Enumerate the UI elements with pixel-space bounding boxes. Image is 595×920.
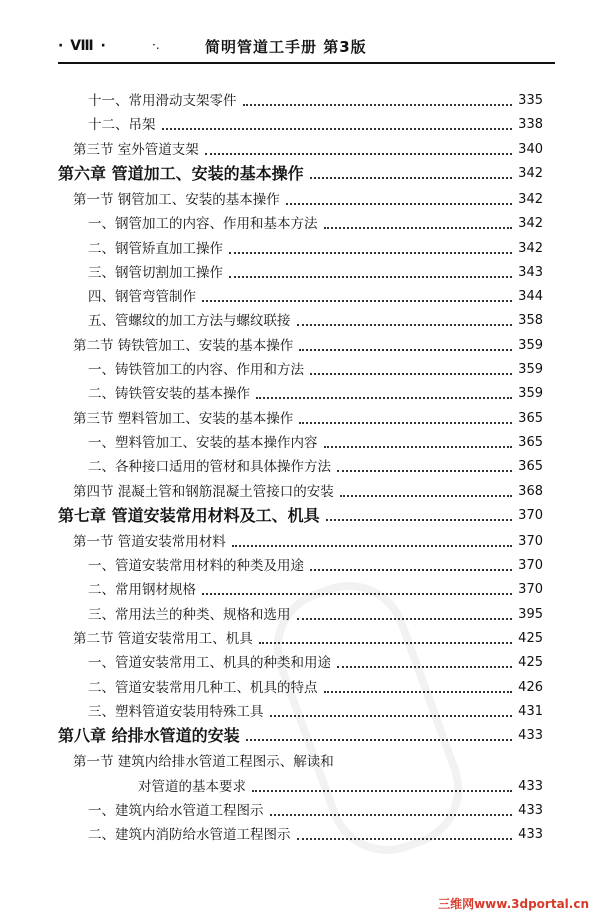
dot-leader	[202, 593, 512, 595]
toc-chapter-row	[0, 723, 543, 745]
page-number: · Ⅷ ·	[58, 38, 107, 54]
toc-page-number: 433	[518, 802, 543, 818]
toc-entry-title: 第一节 钢管加工、安装的基本操作	[73, 191, 280, 208]
site-watermark: 三维网www.3dportal.cn	[438, 897, 589, 911]
toc-page-number: 358	[518, 313, 543, 329]
toc-item-row	[0, 211, 543, 233]
toc-item-row	[0, 553, 543, 575]
dot-leader	[297, 838, 513, 840]
dot-leader	[202, 300, 512, 302]
dot-leader	[270, 814, 513, 816]
toc-entry-title: 对管道的基本要求	[138, 778, 246, 795]
toc-item-row	[0, 236, 543, 258]
toc-entry-title: 三、塑料管道安装用特殊工具	[88, 703, 264, 720]
dot-leader	[297, 618, 513, 620]
toc-item-row	[0, 454, 543, 476]
toc-entry-title: 二、常用钢材规格	[88, 582, 196, 599]
toc-entry-title: 一、管道安装常用材料的种类及用途	[88, 558, 304, 575]
toc-entry-title: 第七章 管道安装常用材料及工、机具	[58, 505, 320, 525]
toc-item-row	[0, 650, 543, 672]
dot-leader	[246, 739, 513, 741]
toc-entry-title: 一、建筑内给水管道工程图示	[88, 802, 264, 819]
toc-item-row	[0, 88, 543, 110]
toc-page-number: 425	[518, 655, 543, 671]
dot-leader	[340, 495, 512, 497]
toc-page-number: 365	[518, 434, 543, 450]
dot-leader	[229, 276, 512, 278]
toc-item-row	[0, 675, 543, 697]
toc-item-row	[0, 822, 543, 844]
toc-page-number: 359	[518, 386, 543, 402]
toc-entry-title: 一、钢管加工的内容、作用和基本方法	[88, 216, 318, 233]
toc-item-row	[0, 798, 543, 820]
toc-entry-title: 二、建筑内消防给水管道工程图示	[88, 827, 291, 844]
toc-page-number: 344	[518, 289, 543, 305]
toc-page-number: 368	[518, 483, 543, 499]
toc-entry-title: 第二节 铸铁管加工、安装的基本操作	[73, 337, 294, 354]
toc-entry-title: 五、管螺纹的加工方法与螺纹联接	[88, 313, 291, 330]
toc-page-number: 395	[518, 606, 543, 622]
toc-page-number: 342	[518, 240, 543, 256]
toc-section-row	[0, 626, 543, 648]
toc-page-number: 433	[518, 728, 543, 744]
dot-leader	[229, 252, 512, 254]
toc-entry-title: 三、常用法兰的种类、规格和选用	[88, 606, 291, 623]
toc-entry-title: 第六章 管道加工、安装的基本操作	[58, 163, 304, 183]
toc-entry-title: 一、塑料管加工、安装的基本操作内容	[88, 434, 318, 451]
dot-leader	[324, 691, 513, 693]
toc-entry-title: 第四节 混凝土管和钢筋混凝土管接口的安装	[73, 483, 334, 500]
dot-leader	[286, 203, 512, 205]
toc-page-number: 370	[518, 533, 543, 549]
dot-leader	[252, 790, 512, 792]
toc-entry-title: 十一、常用滑动支架零件	[88, 93, 237, 109]
page-header	[0, 34, 595, 60]
toc-item-row	[0, 284, 543, 306]
dot-leader	[297, 324, 513, 326]
toc-entry-title: 十二、吊架	[88, 117, 156, 134]
toc-page-number: 342	[518, 191, 543, 207]
dot-leader	[162, 128, 513, 130]
dot-leader	[337, 666, 512, 668]
dot-leader	[324, 227, 513, 229]
toc-page-number: 343	[518, 264, 543, 280]
toc-section-row	[0, 479, 543, 501]
toc-entry-title: 二、钢管矫直加工操作	[88, 240, 223, 257]
toc-item-row	[0, 381, 543, 403]
dot-leader	[256, 397, 512, 399]
toc-entry-title: 第三节 塑料管加工、安装的基本操作	[73, 410, 294, 427]
dot-leader	[326, 519, 513, 521]
toc-chapter-row	[0, 503, 543, 525]
toc-page-number: 365	[518, 410, 543, 426]
stray-mark: ·.	[152, 38, 160, 52]
toc-item-row	[0, 577, 543, 599]
dot-leader	[337, 470, 512, 472]
toc-item-row	[0, 774, 543, 796]
toc-page-number: 426	[518, 679, 543, 695]
toc-entry-title: 第三节 室外管道支架	[73, 141, 199, 158]
toc-entry-title: 第一节 建筑内给排水管道工程图示、解读和	[73, 754, 334, 771]
toc-section-row	[0, 749, 543, 771]
dot-leader	[270, 715, 513, 717]
toc-page-number: 342	[518, 165, 543, 181]
dot-leader	[205, 153, 512, 155]
toc-entry-title: 二、管道安装常用几种工、机具的特点	[88, 679, 318, 696]
toc-page-number: 370	[518, 582, 543, 598]
toc-chapter-row	[0, 161, 543, 183]
header-rule	[58, 62, 555, 64]
dot-leader	[310, 569, 512, 571]
toc-page-number: 425	[518, 631, 543, 646]
dot-leader	[310, 177, 513, 179]
toc-page-number: 340	[518, 141, 543, 157]
toc-item-row	[0, 308, 543, 330]
toc-page-number: 370	[518, 507, 543, 523]
toc-item-row	[0, 112, 543, 134]
toc-section-row	[0, 529, 543, 551]
toc-item-row	[0, 430, 543, 452]
toc-page-number: 431	[518, 703, 543, 719]
toc-item-row	[0, 357, 543, 379]
toc-page-number: 335	[518, 93, 543, 108]
toc-section-row	[0, 187, 543, 209]
toc-page-number: 342	[518, 216, 543, 232]
toc-page-number: 370	[518, 558, 543, 574]
toc-entry-title: 第一节 管道安装常用材料	[73, 533, 226, 550]
toc-item-row	[0, 699, 543, 721]
dot-leader	[324, 446, 513, 448]
toc-section-row	[0, 137, 543, 159]
dot-leader	[259, 642, 512, 644]
toc-entry-title: 一、铸铁管加工的内容、作用和方法	[88, 362, 304, 378]
toc-entry-title: 一、管道安装常用工、机具的种类和用途	[88, 655, 331, 672]
toc-entry-title: 第二节 管道安装常用工、机具	[73, 631, 253, 647]
toc-entry-title: 三、钢管切割加工操作	[88, 264, 223, 281]
dot-leader	[232, 545, 512, 547]
toc-item-row	[0, 260, 543, 282]
dot-leader	[299, 349, 512, 351]
toc-entry-title: 四、钢管弯管制作	[88, 289, 196, 306]
toc-section-row	[0, 333, 543, 355]
dot-leader	[310, 373, 512, 375]
toc-item-row	[0, 602, 543, 624]
toc-page-number: 433	[518, 827, 543, 843]
toc-page-number: 433	[518, 778, 543, 794]
toc-entry-title: 第八章 给排水管道的安装	[58, 726, 240, 746]
running-title: 简明管道工手册 第3版	[205, 38, 367, 56]
dot-leader	[299, 422, 512, 424]
dot-leader	[243, 104, 513, 106]
toc-section-row	[0, 406, 543, 428]
toc-page-number: 338	[518, 117, 543, 133]
toc-entry-title: 二、铸铁管安装的基本操作	[88, 386, 250, 403]
toc-page-number: 359	[518, 337, 543, 353]
toc-page-number: 365	[518, 459, 543, 475]
toc-entry-title: 二、各种接口适用的管材和具体操作方法	[88, 459, 331, 476]
toc-page-number: 359	[518, 362, 543, 377]
